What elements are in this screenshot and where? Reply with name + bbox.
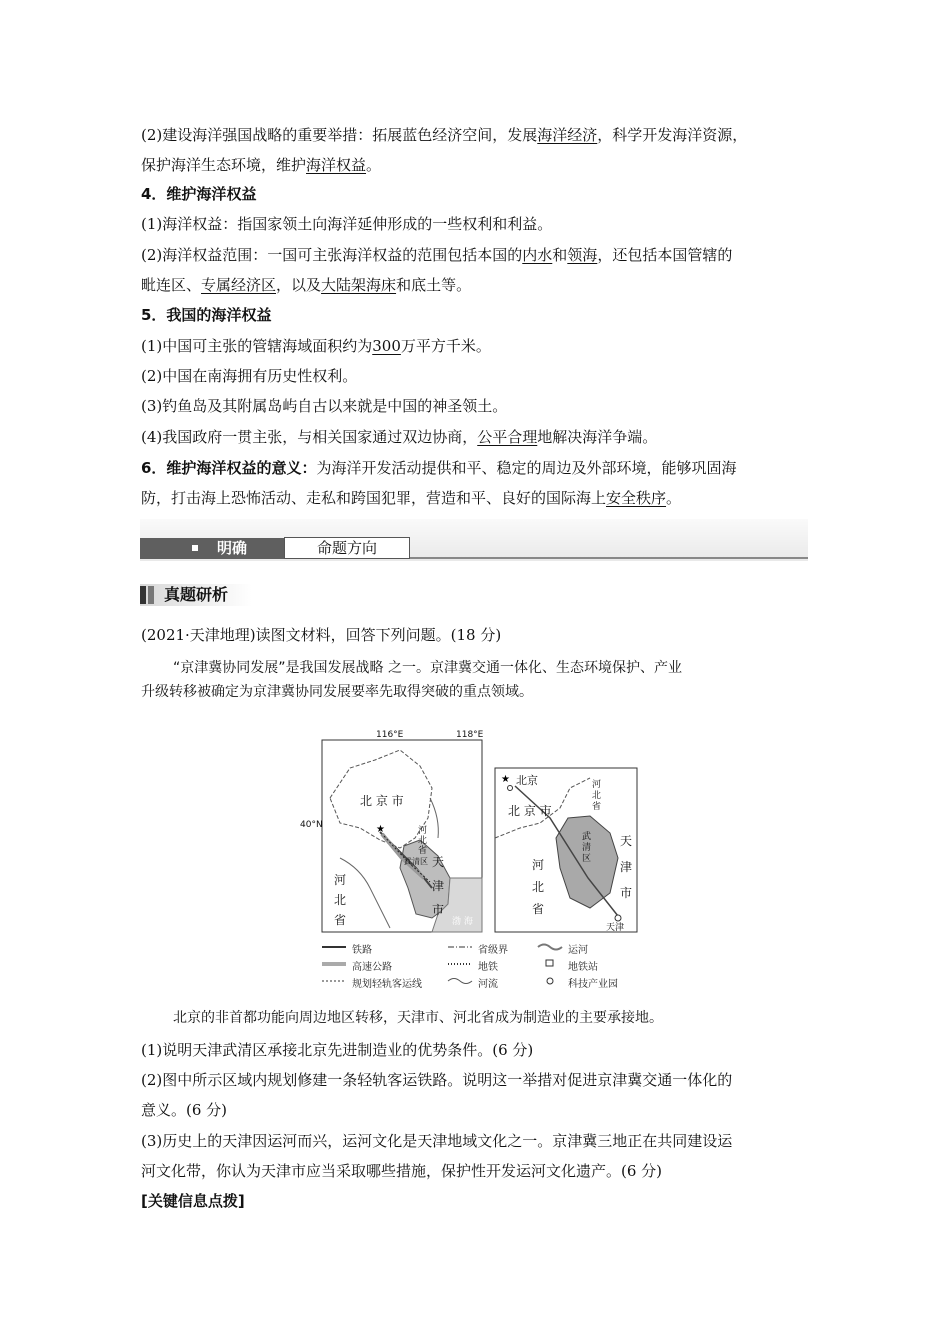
text-line: (3)钓鱼岛及其附属岛屿自古以来就是中国的神圣领土。 <box>141 397 508 415</box>
longitude-label: 118°E <box>456 730 484 740</box>
text-line: (2)建设海洋强国战略的重要举措：拓展蓝色经济空间，发展海洋经济，科学开发海洋资源， <box>141 126 748 144</box>
underlined-term: 内水 <box>522 246 553 264</box>
capital-star-icon: ★ <box>376 824 385 835</box>
map-label-hebei-small: 河北省 <box>418 826 428 856</box>
legend-river-symbol <box>448 979 472 984</box>
text-line: 防，打击海上恐怖活动、走私和跨国犯罪，营造和平、良好的国际海上安全秩序。 <box>141 489 682 507</box>
map-figure <box>300 728 640 992</box>
legend-canal-symbol <box>538 945 562 950</box>
key-info-heading: [关键信息点拨] <box>141 1192 245 1210</box>
map-label-wuqing: 武清区 <box>404 857 428 866</box>
section-banner <box>140 519 808 561</box>
section-marker-icon <box>148 586 154 604</box>
text-line: (1)海洋权益：指国家领土向海洋延伸形成的一些权利和利益。 <box>141 215 553 233</box>
legend-label: 河流 <box>478 979 498 990</box>
map-label-wuqing: 武清区 <box>582 832 592 864</box>
heading-6: 6．维护海洋权益的意义： <box>141 459 317 477</box>
map-label-beijing-city: 北京 <box>516 774 538 787</box>
map-label-beijing: 北 京 市 <box>508 804 552 818</box>
map-label-tianjin: 天津市 <box>432 855 445 917</box>
map-label-bohai: 渤 海 <box>452 917 473 927</box>
text-line: 保护海洋生态环境，维护海洋权益。 <box>141 156 382 174</box>
section-heading <box>140 584 252 606</box>
banner-dark-label: 明确 <box>217 539 248 557</box>
legend-label: 科技产业园 <box>568 979 618 990</box>
map-label-hebei-top: 河北省 <box>592 780 602 812</box>
banner-dark-tab <box>140 538 285 559</box>
map-label-hebei: 河北省 <box>532 858 545 916</box>
capital-star-icon: ★ <box>501 774 510 785</box>
longitude-label: 116°E <box>376 730 404 740</box>
text-line: (2)中国在南海拥有历史性权利。 <box>141 367 358 385</box>
question-item: (1)说明天津武清区承接北京先进制造业的优势条件。(6 分) <box>141 1041 534 1059</box>
section-marker-icon <box>140 586 146 604</box>
material-text: 升级转移被确定为京津冀协同发展要率先取得突破的重点领域。 <box>141 684 533 700</box>
legend-label: 规划轻轨客运线 <box>352 979 422 990</box>
latitude-label: 40°N <box>300 820 323 830</box>
underlined-term: 安全秩序 <box>606 489 667 507</box>
underlined-term: 领海 <box>567 246 598 264</box>
text-line: 毗连区、专属经济区，以及大陆架海床和底土等。 <box>141 276 472 294</box>
banner-rule <box>410 557 808 559</box>
text-line: 6．维护海洋权益的意义：为海洋开发活动提供和平、稳定的周边及外部环境，能够巩固海 <box>141 459 737 477</box>
legend-label: 省级界 <box>478 945 508 956</box>
legend-label: 运河 <box>568 945 588 956</box>
underlined-term: 300 <box>372 337 401 355</box>
map-label-hebei: 河北省 <box>334 873 347 927</box>
text-line: (4)我国政府一贯主张，与相关国家通过双边协商，公平合理地解决海洋争端。 <box>141 428 658 446</box>
legend-label: 地铁站 <box>568 962 598 973</box>
underlined-term: 专属经济区 <box>201 276 277 294</box>
material-text: “京津冀协同发展”是我国发展战略 之一。京津冀交通一体化、生态环境保护、产业 <box>173 660 682 676</box>
question-item: 河文化带，你认为天津市应当采取哪些措施，保护性开发运河文化遗产。(6 分) <box>141 1162 663 1180</box>
heading-5: 5．我国的海洋权益 <box>141 306 272 324</box>
map-label-tianjin: 天津市 <box>620 834 633 900</box>
legend-label: 铁路 <box>352 945 372 956</box>
legend-label: 地铁 <box>478 962 498 973</box>
underlined-term: 大陆架海床 <box>321 276 397 294</box>
legend-label: 高速公路 <box>352 962 392 973</box>
text-line: (1)中国可主张的管辖海域面积约为300万平方千米。 <box>141 337 491 355</box>
map-label-beijing: 北 京 市 <box>360 794 404 808</box>
question-source: (2021·天津地理)读图文材料，回答下列问题。(18 分) <box>141 626 502 644</box>
question-item: (3)历史上的天津因运河而兴，运河文化是天津地域文化之一。京津冀三地正在共同建设运 <box>141 1132 733 1150</box>
material-text: 北京的非首都功能向周边地区转移，天津市、河北省成为制造业的主要承接地。 <box>173 1010 663 1026</box>
section-title: 真题研析 <box>164 585 229 604</box>
square-bullet-icon <box>192 545 198 551</box>
text-line: (2)海洋权益范围：一国可主张海洋权益的范围包括本国的内水和领海，还包括本国管辖的 <box>141 246 733 264</box>
legend-station-symbol <box>546 960 553 966</box>
underlined-term: 公平合理 <box>477 428 538 446</box>
question-item: 意义。(6 分) <box>141 1101 228 1119</box>
map-label-tianjin-city: 天津 <box>606 923 625 933</box>
underlined-term: 海洋经济 <box>537 126 598 144</box>
legend-park-symbol <box>547 978 553 984</box>
underlined-term: 海洋权益 <box>306 156 367 174</box>
beijing-dot <box>508 786 513 791</box>
heading-4: 4．维护海洋权益 <box>141 185 257 203</box>
question-item: (2)图中所示区域内规划修建一条轻轨客运铁路。说明这一举措对促进京津冀交通一体化的 <box>141 1071 733 1089</box>
banner-box-label: 命题方向 <box>284 537 410 559</box>
